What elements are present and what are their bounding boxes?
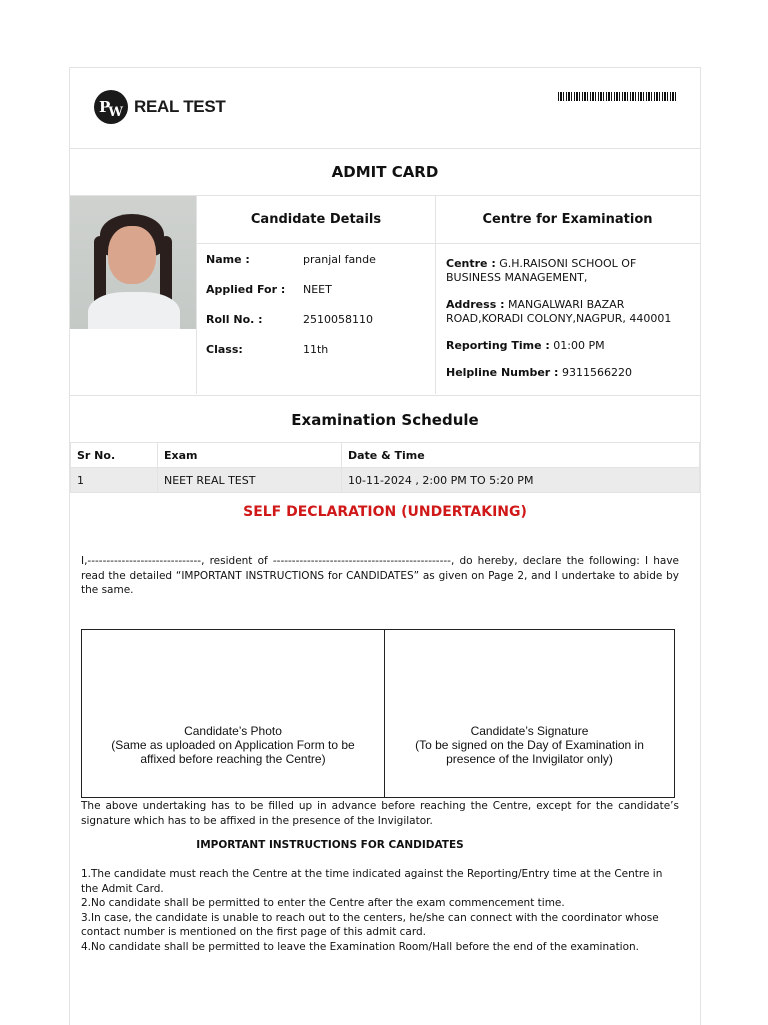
centre-panel [435, 196, 700, 394]
col-date-time: Date & Time [342, 443, 700, 468]
list-item: 1.The candidate must reach the Centre at the time indicated against the Reporting/Entry time at the Centre in the Admit Card. [81, 868, 663, 895]
candidate-details-panel: Candidate Details Name : pranjal fande Applied For : NEET Roll No. : 2510058110 Class: 11th [196, 196, 436, 394]
centre-address: Address : MANGALWARI BAZAR ROAD,KORADI COLONY,NAGPUR, 440001 [446, 298, 672, 325]
list-item: 2.No candidate shall be permitted to enter the Centre after the exam commencement time. [81, 897, 565, 909]
reporting-time: Reporting Time : 01:00 PM [446, 339, 605, 352]
table-header-row [71, 443, 700, 468]
table-row [71, 468, 700, 493]
col-sr-no: Sr No. [71, 443, 158, 468]
centre-heading: Centre for Examination [435, 196, 700, 244]
pw-logo-icon [94, 90, 128, 124]
declaration-heading: SELF DECLARATION (UNDERTAKING) [243, 504, 527, 520]
logo-monogram-p: P [99, 98, 111, 116]
instructions-heading: IMPORTANT INSTRUCTIONS FOR CANDIDATES [196, 839, 464, 851]
photo-box: Candidate’s Photo (Same as uploaded on Application Form to be affixed before reaching the Centre) [82, 630, 385, 797]
schedule-table [70, 442, 700, 493]
page-title: ADMIT CARD [70, 148, 700, 196]
centre-name: Centre : G.H.RAISONI SCHOOL OF BUSINESS MANAGEMENT, [446, 257, 637, 284]
instructions-list [81, 867, 679, 954]
logo-monogram-w: W [108, 104, 123, 120]
barcode [558, 92, 676, 101]
logo-text: REAL TEST [134, 97, 226, 116]
candidate-details-heading: Candidate Details [197, 196, 435, 244]
cell-exam: NEET REAL TEST [158, 468, 342, 493]
schedule-heading: Examination Schedule [70, 395, 700, 443]
undertaking-note: The above undertaking has to be filled up in advance before reaching the Centre, except for the candidate’s signature which has to be affixed in the presence of the Invigilator. [81, 800, 679, 827]
col-exam: Exam [158, 443, 342, 468]
list-item: 4.No candidate shall be permitted to leave the Examination Room/Hall before the end of the examination. [81, 940, 640, 953]
admit-card [69, 67, 701, 1025]
photo-signature-boxes [81, 629, 675, 798]
card-header [70, 68, 700, 149]
candidate-photo [70, 196, 196, 329]
declaration-text: I,------------------------------, resident of -----------------------------------------------, do hereby, declare the following: I have read the detailed “IMPORTANT INSTRUCTIONS for CANDIDATES” as given on Page 2, and I undertake to abide by the same. [81, 555, 679, 596]
cell-sr-no: 1 [71, 468, 158, 493]
list-item: 3.In case, the candidate is unable to reach out to the centers, he/she can connect with the coordinator whose contact number is mentioned on the first page of this admit card. [81, 911, 659, 938]
signature-box: Candidate’s Signature (To be signed on the Day of Examination in presence of the Invigilator only) [415, 724, 644, 766]
helpline-number: Helpline Number : 9311566220 [446, 366, 632, 379]
cell-date-time: 10-11-2024 , 2:00 PM TO 5:20 PM [342, 468, 700, 493]
